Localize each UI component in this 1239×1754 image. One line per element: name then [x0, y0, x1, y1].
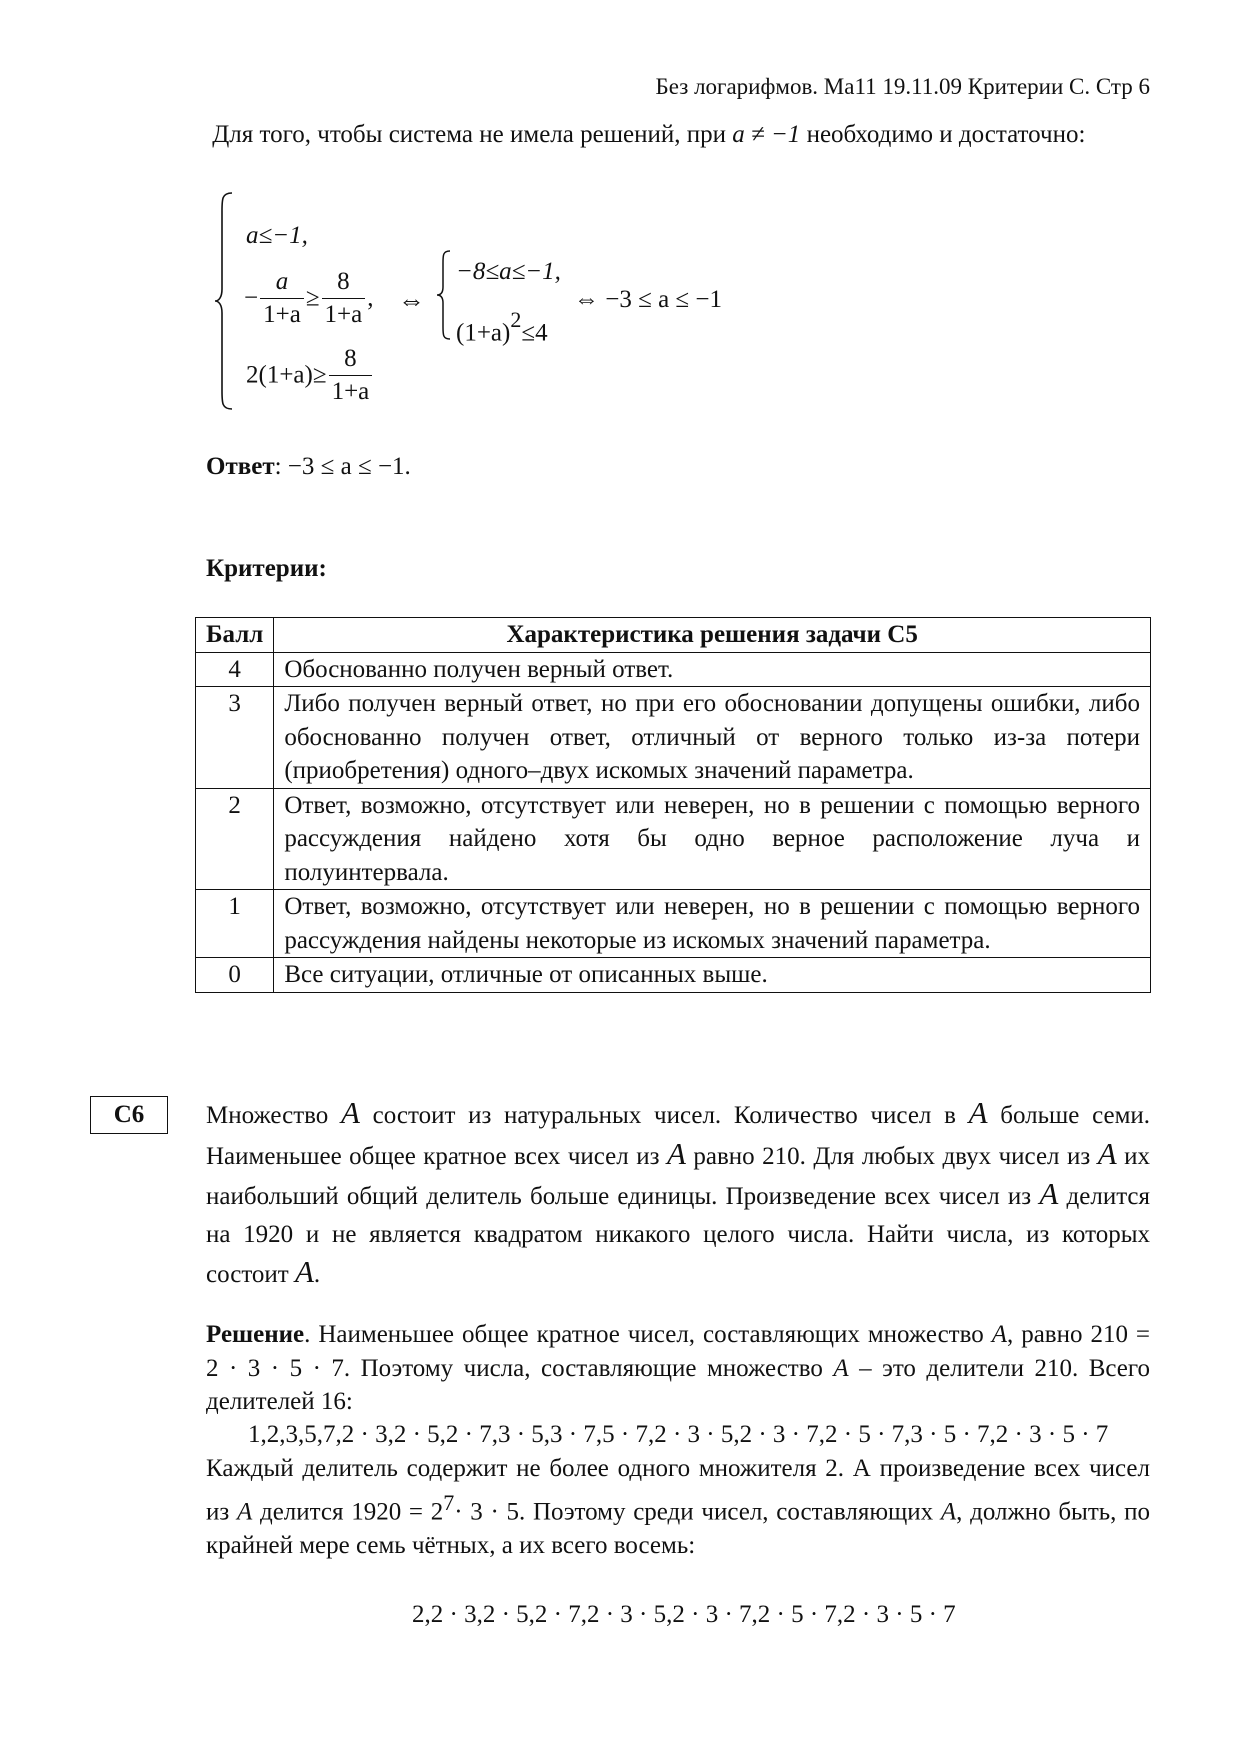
subsystem-line-2: $(1+a)^2\le 4$: [456, 307, 548, 347]
header-description: Характеристика решения задачи С5: [274, 618, 1151, 653]
criteria-title: Критерии:: [206, 555, 327, 582]
table-row: [196, 958, 1151, 993]
set-symbol: A: [341, 1095, 360, 1130]
description-cell: Ответ, возможно, отсутствует или неверен, но в решении с помощью верного рассуждения найдены некоторые из искомых значений параметра.: [274, 890, 1151, 958]
description-cell: Все ситуации, отличные от описанных выше.: [274, 958, 1151, 993]
solution-label: Решение: [206, 1321, 305, 1348]
header-score: Балл: [196, 618, 274, 653]
criteria-header-row: [196, 618, 1151, 653]
subsystem-line-1: −8≤a≤−1,: [456, 258, 561, 285]
even-divisors-list: 2,2 · 3,2 · 5,2 · 7,2 · 3 · 5,2 · 3 · 7,2 · 5 · 7,2 · 3 · 5 · 7: [412, 1601, 956, 1628]
description-cell: Ответ, возможно, отсутствует или неверен, но в решении с помощью верного рассуждения найдено хотя бы одно верное расположение луча и полуинтервала.: [274, 788, 1151, 890]
problem-c6-statement: Множество A состоит из натуральных чисел. Количество чисел в A больше семи. Наименьшее общее кратное всех чисел из A равно 210. Для любых двух чисел из A их наибольший общий делитель больше единицы. Произведение всех чисел из A делится на 1920 и не является квадратом никакого целого числа. Найти числа, из которых состоит A.: [206, 1095, 1151, 1289]
table-row: [196, 687, 1151, 789]
score-cell: 1: [196, 890, 274, 958]
score-cell: 2: [196, 788, 274, 890]
answer-line: [206, 450, 411, 484]
solution-paragraph-2: Каждый делитель содержит не более одного множителя 2. А произведение всех чисел из A делится $1920 = 2^7\cdot 3 \cdot 5$. Поэтому среди чисел, составляющих A, должно быть, по крайней мере семь чётных, а их всего восемь:: [206, 1455, 1151, 1560]
system-line-3: 2(1+a)≥ $\frac{8}{1+a}$: [246, 343, 374, 408]
set-symbol: A: [1097, 1135, 1117, 1171]
intro-text-end: необходимо и достаточно:: [806, 121, 1086, 148]
score-cell: 0: [196, 958, 274, 993]
left-brace-icon: [214, 191, 236, 411]
divisors-list: 1,2,3,5,7,2 · 3,2 · 5,2 · 7,3 · 5,3 · 7,5 · 7,2 · 3 · 5,2 · 3 · 7,2 · 5 · 7,3 · 5 · 7,2 · 3 · 5 · 7: [248, 1421, 1109, 1448]
description-cell: Обоснованно получен верный ответ.: [274, 652, 1151, 687]
page-header: Без логарифмов. Ма11 19.11.09 Критерии С. Стр 6: [655, 74, 1150, 99]
set-symbol: A: [1039, 1176, 1059, 1211]
description-cell: Либо получен верный ответ, но при его обосновании допущены ошибки, либо обоснованно получен ответ, отличный от верного только из-за потери (приобретения) одного–двух искомых значений параметра.: [274, 687, 1151, 789]
equivalence-symbol: ⇔: [398, 285, 425, 315]
inequality-system: [206, 185, 1106, 415]
system-line-2: − $\frac{a}{1+a}$ ≥ $\frac{8}{1+a}$ ,: [244, 268, 374, 328]
problem-label-c6: С6: [90, 1096, 168, 1134]
set-symbol: A: [666, 1135, 686, 1171]
criteria-table: [195, 617, 1151, 993]
table-row: [196, 788, 1151, 890]
table-row: [196, 890, 1151, 958]
set-symbol: A: [294, 1254, 314, 1289]
system-line-1: a≤−1,: [246, 222, 308, 249]
intro-paragraph: [206, 118, 1150, 152]
intro-condition: a ≠ −1: [732, 121, 801, 148]
score-cell: 3: [196, 687, 274, 789]
table-row: [196, 652, 1151, 687]
set-symbol: A: [968, 1095, 988, 1130]
solution-paragraph-1: Решение. Наименьшее общее кратное чисел, составляющих множество A, равно 210 = 2 · 3 · 5 · 7. Поэтому числа, составляющие множество A – это делители 210. Всего делителей 16:: [206, 1321, 1151, 1415]
system-result: ⇔ −3 ≤ a ≤ −1: [574, 286, 722, 313]
answer-value: : −3 ≤ a ≤ −1.: [274, 453, 411, 480]
answer-label: Ответ: [206, 453, 275, 480]
inner-brace-icon: [436, 249, 454, 341]
score-cell: 4: [196, 652, 274, 687]
intro-text-start: Для того, чтобы система не имела решений, при: [212, 121, 726, 148]
